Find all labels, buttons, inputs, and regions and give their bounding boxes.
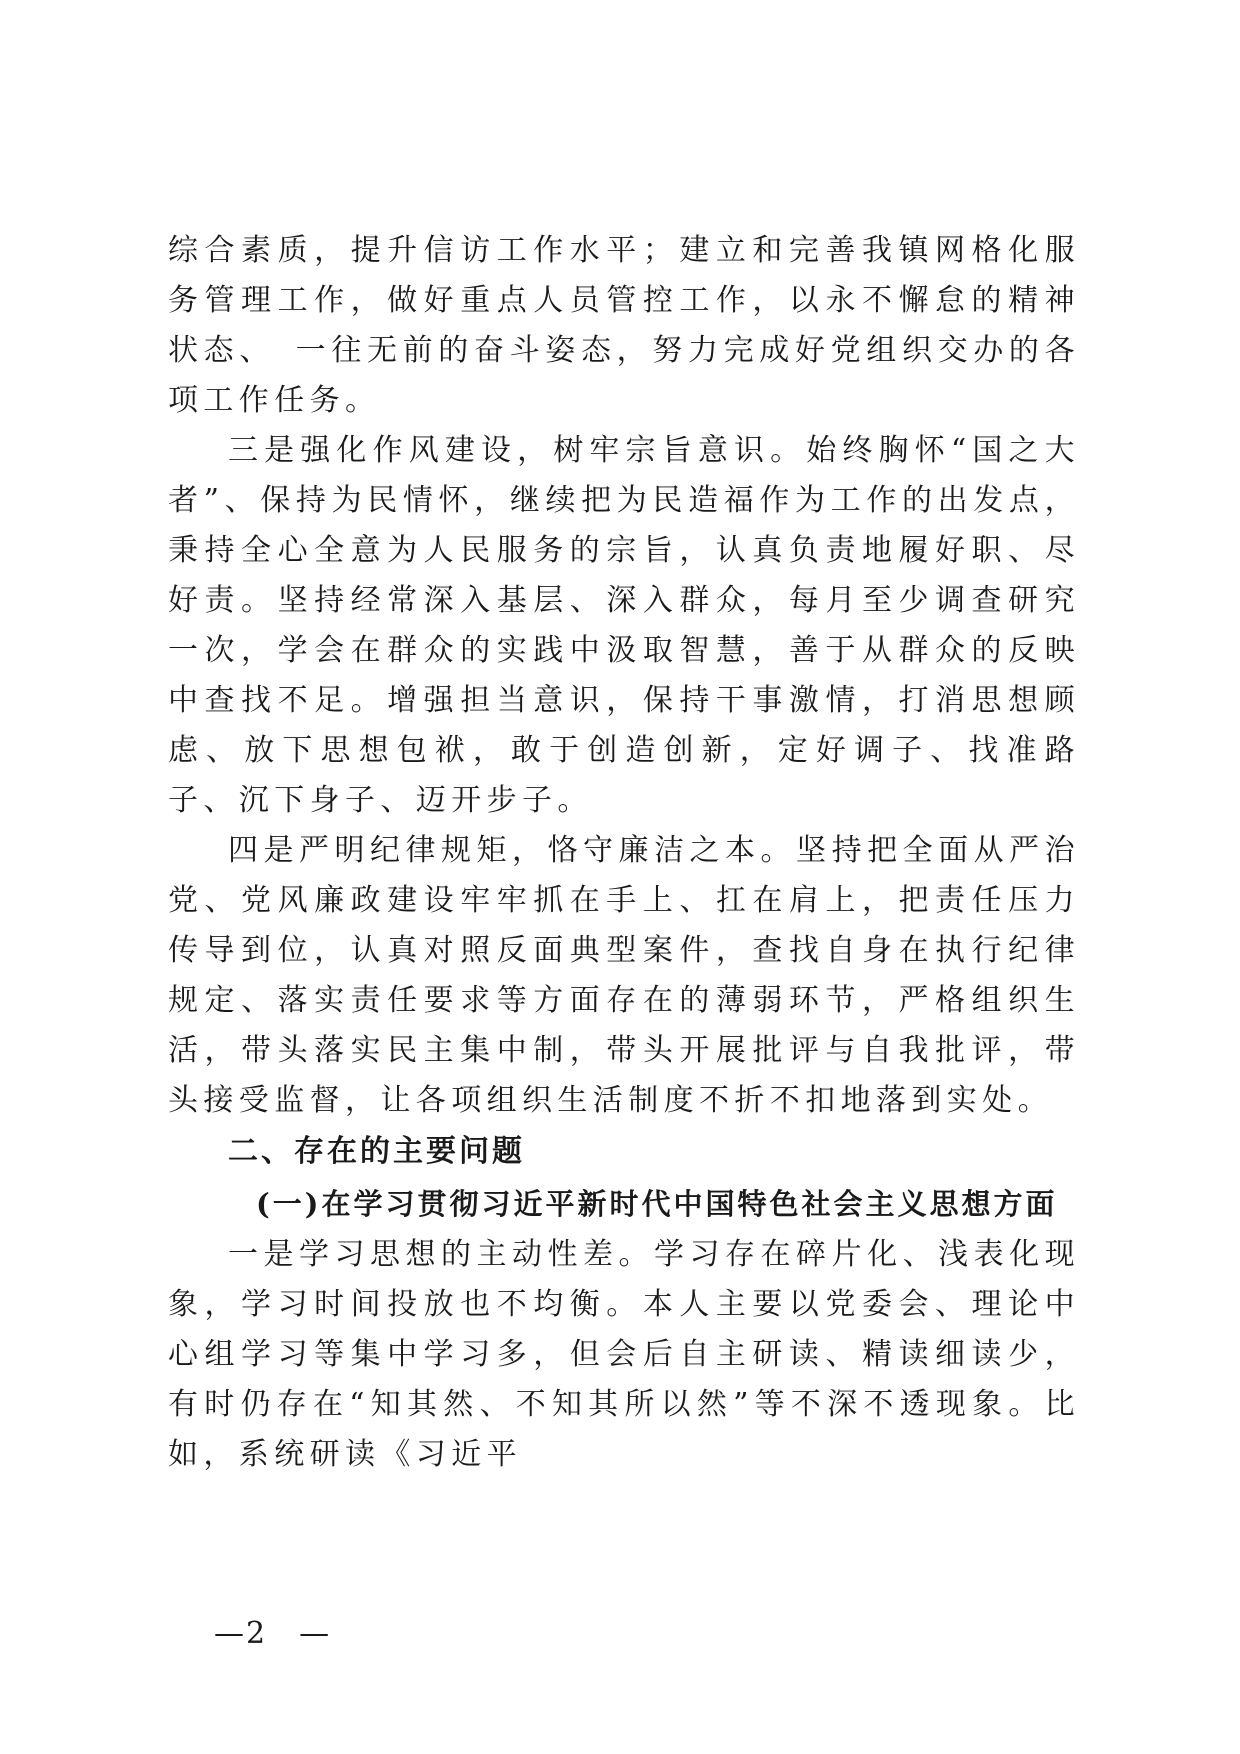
document-body [168,226,1080,1480]
paragraph-discipline: 四是严明纪律规矩，恪守廉洁之本。坚持把全面从严治党、党风廉政建设牢牢抓在手上、扛在肩上，把责任压力传导到位，认真对照反面典型案件，查找自身在执行纪律规定、落实责任要求等方面存在的薄弱环节，严格组织生活，带头落实民主集中制，带头开展批评与自我批评，带头接受监督，让各项组织生活制度不折不扣地落到实处。 [168,833,1080,1118]
paragraph-continued: 综合素质，提升信访工作水平；建立和完善我镇网格化服务管理工作，做好重点人员管控工作，以永不懈怠的精神状态、 一往无前的奋斗姿态，努力完成好党组织交办的各项工作任务。 [168,233,1080,418]
subsection-heading: (一)在学习贯彻习近平新时代中国特色社会主义思想方面 [256,1187,1058,1221]
page-number: —2 — [214,1616,332,1651]
paragraph-style-building: 三是强化作风建设，树牢宗旨意识。始终胸怀“国之大者”、保持为民情怀，继续把为民造福作为工作的出发点，秉持全心全意为人民服务的宗旨，认真负责地履好职、尽好责。坚持经常深入基层、深入群众，每月至少调查研究一次，学会在群众的实践中汲取智慧，善于从群众的反映中查找不足。增强担当意识，保持干事激情，打消思想顾虑、放下思想包袱，敢于创造创新，定好调子、找准路子、沉下身子、迈开步子。 [168,433,1080,818]
paragraph-study: 一是学习思想的主动性差。学习存在碎片化、浅表化现象，学习时间投放也不均衡。本人主要以党委会、理论中心组学习等集中学习多，但会后自主研读、精读细读少，有时仍存在“知其然、不知其所以然”等不深不透现象。比如，系统研读《习近平 [168,1237,1080,1472]
section-heading: 二、存在的主要问题 [228,1134,525,1169]
